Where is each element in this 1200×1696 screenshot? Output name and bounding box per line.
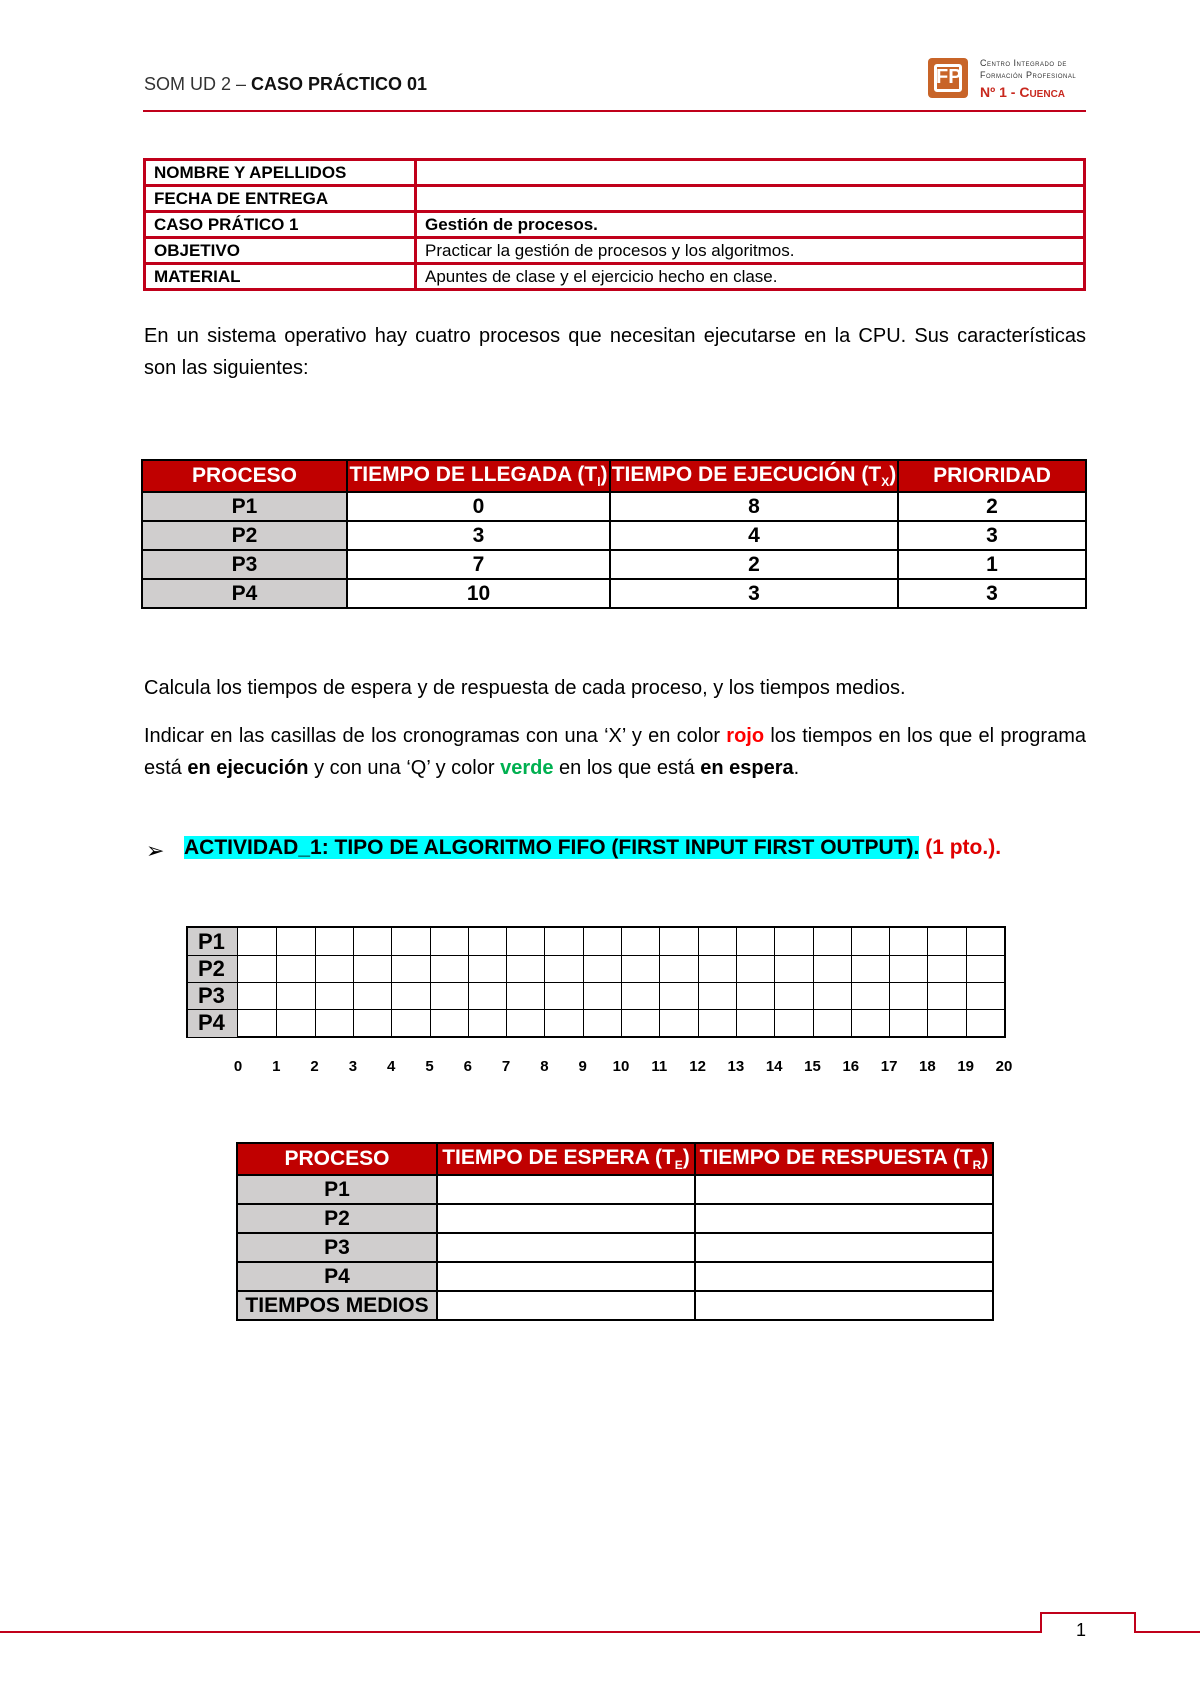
gantt-cell-divider — [774, 928, 775, 1036]
logo-line-3: Nº 1 - Cuenca — [980, 84, 1066, 100]
gantt-tick-label: 16 — [842, 1058, 860, 1075]
info-label: CASO PRÁTICO 1 — [145, 212, 416, 238]
gantt-cell-divider — [391, 928, 392, 1036]
gantt-tick-label: 14 — [765, 1058, 783, 1075]
arrival-time: 3 — [347, 521, 610, 550]
gantt-tick-label: 12 — [689, 1058, 706, 1075]
wait-time-cell[interactable] — [437, 1204, 695, 1233]
gantt-row-label: P2 — [188, 955, 238, 983]
process-name: P4 — [142, 579, 347, 608]
gantt-tick-label: 15 — [804, 1058, 821, 1075]
exec-time: 3 — [610, 579, 898, 608]
wait-time-cell[interactable] — [437, 1175, 695, 1204]
gantt-row-divider — [188, 955, 1004, 956]
table-row — [145, 238, 1085, 264]
table-row — [237, 1175, 993, 1204]
gantt-cell-divider — [851, 928, 852, 1036]
gantt-grid — [186, 926, 1006, 1038]
col-header-proceso: PROCESO — [142, 460, 347, 492]
gantt-cell-divider — [659, 928, 660, 1036]
gantt-row-divider — [188, 982, 1004, 983]
gantt-tick-label: 8 — [540, 1058, 549, 1075]
table-row — [145, 264, 1085, 290]
avg-response-cell[interactable] — [695, 1291, 993, 1320]
exec-time: 4 — [610, 521, 898, 550]
process-name: P2 — [142, 521, 347, 550]
response-time-cell[interactable] — [695, 1262, 993, 1291]
table-row — [237, 1233, 993, 1262]
gantt-cell-divider — [698, 928, 699, 1036]
gantt-row-label: P3 — [188, 982, 238, 1010]
gantt-cell-divider — [315, 928, 316, 1036]
verde-word: verde — [500, 757, 554, 779]
gantt-tick-label: 6 — [463, 1058, 472, 1075]
header-title: CASO PRÁCTICO 01 — [251, 74, 428, 94]
table-row — [142, 550, 1086, 579]
gantt-row-label: P4 — [188, 1009, 238, 1037]
gantt-cell-divider — [736, 928, 737, 1036]
table-row — [145, 212, 1085, 238]
student-info-table — [143, 158, 1086, 291]
instruction-paragraph-1: Calcula los tiempos de espera y de respuesta de cada proceso, y los tiempos medios. — [144, 677, 906, 699]
gantt-tick-label: 11 — [651, 1058, 668, 1075]
col-header-respuesta: TIEMPO DE RESPUESTA $(T_R)$ — [695, 1143, 993, 1175]
gantt-tick-label: 10 — [612, 1058, 630, 1075]
col-header-llegada: TIEMPO DE LLEGADA $(T_l)$ — [347, 460, 610, 492]
info-label: FECHA DE ENTREGA — [145, 186, 416, 212]
priority: 3 — [898, 579, 1086, 608]
process-name: P2 — [237, 1204, 437, 1233]
rojo-word: rojo — [726, 725, 765, 747]
gantt-cell-divider — [621, 928, 622, 1036]
logo-line-2: Formación Profesional — [980, 70, 1077, 80]
avg-wait-cell[interactable] — [437, 1291, 695, 1320]
activity-points: (1 pto.). — [919, 836, 1002, 859]
gantt-cell-divider — [276, 928, 277, 1036]
gantt-tick-label: 1 — [272, 1058, 281, 1075]
page-number: 1 — [1076, 1620, 1087, 1640]
gantt-tick-label: 9 — [578, 1058, 587, 1075]
response-time-cell[interactable] — [695, 1175, 993, 1204]
school-logo — [928, 56, 1088, 104]
process-table — [141, 459, 1087, 609]
exec-time: 2 — [610, 550, 898, 579]
en-ejecucion-word: en ejecución — [187, 757, 309, 779]
exec-time: 8 — [610, 492, 898, 521]
gantt-chart — [186, 926, 1013, 1075]
name-field[interactable] — [416, 160, 1085, 186]
priority: 1 — [898, 550, 1086, 579]
gantt-tick-label: 4 — [387, 1058, 396, 1075]
table-header-row — [142, 460, 1086, 492]
instruction-paragraph-2: Indicar en las casillas de los cronogramas con una ‘X’ y en color rojo los tiempos en los que el programa está en ejecución y con una ‘Q’ y color verde en los que está en espera. — [144, 725, 1086, 779]
info-value: Apuntes de clase y el ejercicio hecho en clase. — [416, 264, 1085, 290]
info-label: MATERIAL — [145, 264, 416, 290]
gantt-tick-label: 5 — [425, 1058, 434, 1075]
gantt-tick-label: 2 — [310, 1058, 319, 1075]
gantt-cell-divider — [353, 928, 354, 1036]
logo-mark-text: FP — [936, 66, 962, 88]
header-prefix: SOM UD 2 – — [144, 74, 252, 94]
header-divider — [143, 110, 1086, 112]
date-field[interactable] — [416, 186, 1085, 212]
process-name: P1 — [237, 1175, 437, 1204]
gantt-cell-divider — [583, 928, 584, 1036]
info-value: Practicar la gestión de procesos y los algoritmos. — [416, 238, 1085, 264]
gantt-tick-label: 3 — [348, 1058, 358, 1075]
info-label: NOMBRE Y APELLIDOS — [145, 160, 416, 186]
footer-page-box — [1040, 1612, 1136, 1633]
gantt-cell-divider — [468, 928, 469, 1036]
average-label: TIEMPOS MEDIOS — [237, 1291, 437, 1320]
process-name: P4 — [237, 1262, 437, 1291]
arrow-bullet-icon: ➢ — [146, 838, 165, 863]
priority: 2 — [898, 492, 1086, 521]
gantt-cell-divider — [544, 928, 545, 1036]
response-time-cell[interactable] — [695, 1204, 993, 1233]
intro-paragraph: En un sistema operativo hay cuatro procesos que necesitan ejecutarse en la CPU. Sus características son las siguientes: — [144, 325, 1086, 379]
gantt-cell-divider — [430, 928, 431, 1036]
wait-time-cell[interactable] — [437, 1233, 695, 1262]
gantt-tick-label: 20 — [995, 1058, 1013, 1075]
document-header — [144, 74, 427, 95]
gantt-cell-divider — [889, 928, 890, 1036]
activity-heading — [184, 836, 1001, 860]
response-time-cell[interactable] — [695, 1233, 993, 1262]
logo-line-1: Centro Integrado de — [980, 58, 1067, 68]
arrival-time: 10 — [347, 579, 610, 608]
table-row — [142, 492, 1086, 521]
col-header-ejecucion: TIEMPO DE EJECUCIÓN $(T_X)$ — [610, 460, 898, 492]
gantt-tick-label: 19 — [957, 1058, 975, 1075]
footer-line — [1134, 1631, 1200, 1633]
gantt-row-label: P1 — [188, 928, 238, 956]
footer-line — [0, 1631, 1040, 1633]
table-row — [142, 521, 1086, 550]
gantt-cell-divider — [927, 928, 928, 1036]
gantt-tick-label: 7 — [501, 1058, 511, 1075]
gantt-row-divider — [188, 1009, 1004, 1010]
info-value: Gestión de procesos. — [416, 212, 1085, 238]
table-header-row — [237, 1143, 993, 1175]
arrival-time: 7 — [347, 550, 610, 579]
col-header-proceso: PROCESO — [237, 1143, 437, 1175]
table-row — [237, 1262, 993, 1291]
info-label: OBJETIVO — [145, 238, 416, 264]
priority: 3 — [898, 521, 1086, 550]
gantt-tick-label: 18 — [919, 1058, 936, 1075]
col-header-espera: TIEMPO DE ESPERA $(T_E)$ — [437, 1143, 695, 1175]
gantt-cell-divider — [506, 928, 507, 1036]
table-row — [145, 160, 1085, 186]
gantt-tick-label: 17 — [880, 1058, 898, 1075]
table-row — [237, 1204, 993, 1233]
activity-title: ACTIVIDAD_1: TIPO DE ALGORITMO FIFO (FIRST INPUT FIRST OUTPUT). — [184, 836, 920, 859]
en-espera-word: en espera — [700, 757, 794, 779]
process-name: P3 — [237, 1233, 437, 1262]
col-header-prioridad: PRIORIDAD — [898, 460, 1086, 492]
arrival-time: 0 — [347, 492, 610, 521]
table-row — [237, 1291, 993, 1320]
table-row — [145, 186, 1085, 212]
wait-time-cell[interactable] — [437, 1262, 695, 1291]
gantt-cell-divider — [966, 928, 967, 1036]
gantt-tick-label: 13 — [727, 1058, 745, 1075]
results-table — [236, 1142, 994, 1321]
process-name: P1 — [142, 492, 347, 521]
process-name: P3 — [142, 550, 347, 579]
table-row — [142, 579, 1086, 608]
gantt-cell-divider — [813, 928, 814, 1036]
gantt-tick-label: 0 — [233, 1058, 243, 1075]
